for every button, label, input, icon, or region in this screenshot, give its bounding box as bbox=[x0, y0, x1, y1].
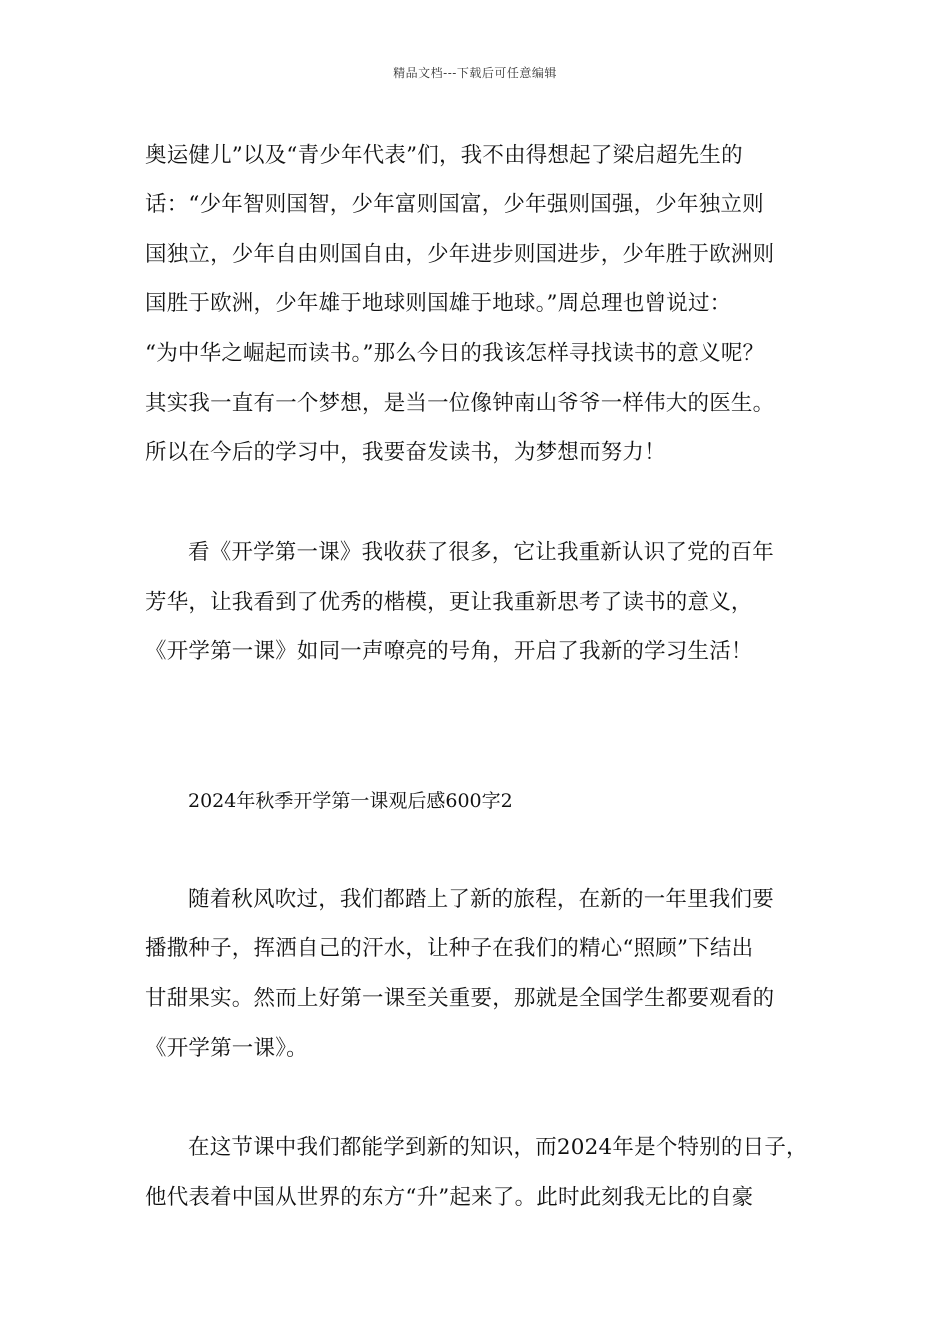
section-title: 2024年秋季开学第一课观后感600字2 bbox=[188, 790, 513, 812]
text-line: “为中华之崛起而读书。”那么今日的我该怎样寻找读书的意义呢？ bbox=[145, 341, 765, 366]
text-line: 他代表着中国从世界的东方“升”起来了。此时此刻我无比的自豪 bbox=[145, 1185, 754, 1210]
text-line: 《开学第一课》如同一声嘹亮的号角，开启了我新的学习生活！ bbox=[145, 639, 753, 664]
text-line: 看《开学第一课》我收获了很多，它让我重新认识了党的百年 bbox=[188, 540, 774, 565]
text-line: 国独立，少年自由则国自由，少年进步则国进步，少年胜于欧洲则 bbox=[145, 242, 775, 267]
text-line: 国胜于欧洲，少年雄于地球则国雄于地球。”周总理也曾说过： bbox=[145, 291, 732, 316]
text-line: 芳华，让我看到了优秀的楷模，更让我重新思考了读书的意义， bbox=[145, 590, 753, 615]
text-line: 奥运健儿”以及“青少年代表”们，我不由得想起了梁启超先生的 bbox=[145, 143, 743, 168]
text-line: 话：“少年智则国智，少年富则国富，少年强则国强，少年独立则 bbox=[145, 192, 764, 217]
text-line: 随着秋风吹过，我们都踏上了新的旅程，在新的一年里我们要 bbox=[188, 887, 774, 912]
text-line: 甘甜果实。然而上好第一课至关重要，那就是全国学生都要观看的 bbox=[145, 986, 775, 1011]
text-line: 在这节课中我们都能学到新的知识，而2024年是个特别的日子， bbox=[188, 1135, 808, 1160]
text-line: 《开学第一课》。 bbox=[145, 1036, 308, 1061]
page-header: 精品文档---下载后可任意编辑 bbox=[393, 66, 557, 80]
text-line: 播撒种子，挥洒自己的汗水，让种子在我们的精心“照顾”下结出 bbox=[145, 936, 754, 961]
text-line: 其实我一直有一个梦想，是当一位像钟南山爷爷一样伟大的医生。 bbox=[145, 391, 775, 416]
text-line: 所以在今后的学习中，我要奋发读书，为梦想而努力！ bbox=[145, 440, 666, 465]
